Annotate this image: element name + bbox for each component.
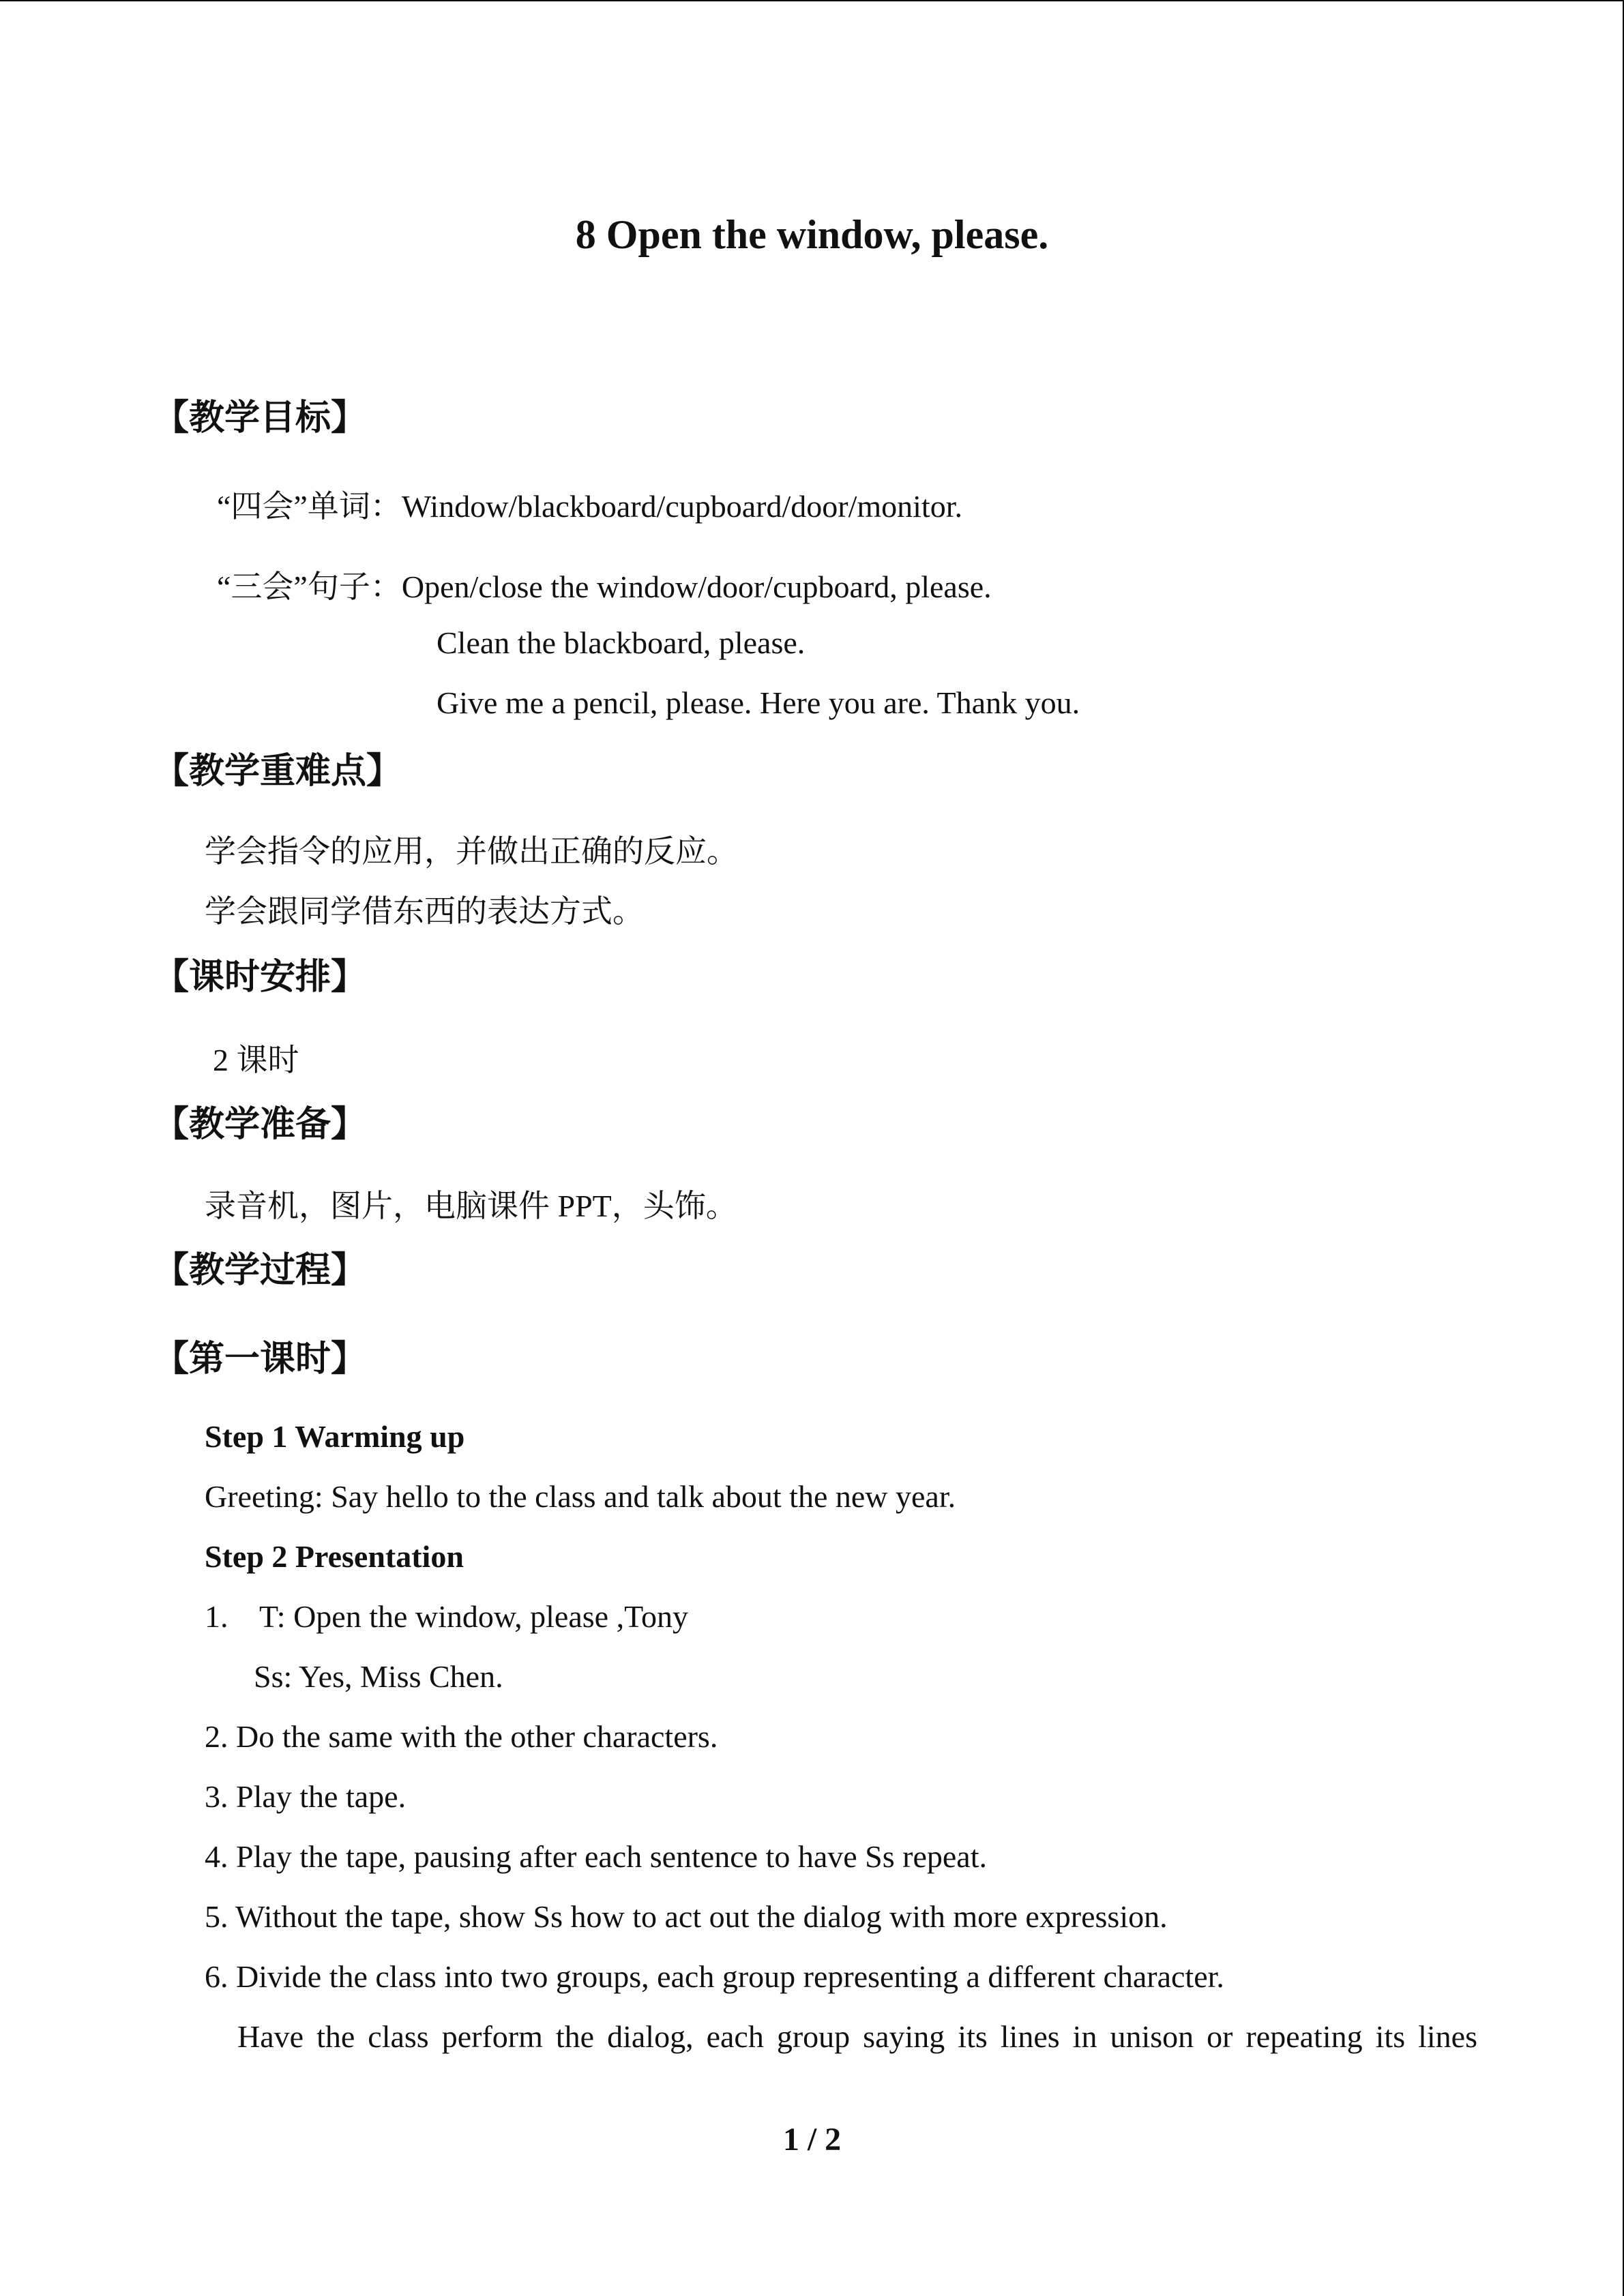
item-6-continued: Have the class perform the dialog, each group saying its lines in unison or repeating its lines xyxy=(237,2019,1477,2054)
schedule-text: 2 课时 xyxy=(213,1043,299,1077)
sentence-3: Give me a pencil, please. Here you are. Thank you. xyxy=(437,685,1080,720)
step1-text: Greeting: Say hello to the class and talk about the new year. xyxy=(205,1479,956,1514)
section-heading-objectives: 【教学目标】 xyxy=(153,398,367,438)
objectives-words-line xyxy=(217,481,962,526)
section-heading-first-lesson: 【第一课时】 xyxy=(153,1339,367,1380)
item-1-number: 1. xyxy=(205,1599,228,1634)
step2-title: Step 2 Presentation xyxy=(205,1539,464,1574)
key-point-1: 学会指令的应用，并做出正确的反应。 xyxy=(205,834,738,869)
key-point-2: 学会跟同学借东西的表达方式。 xyxy=(205,894,644,929)
sentences-label: “三会”句子： xyxy=(217,569,402,604)
sentence-1: Open/close the window/door/cupboard, please. xyxy=(401,569,992,604)
item-4: 4. Play the tape, pausing after each sentence to have Ss repeat. xyxy=(205,1839,987,1874)
words-label: “四会”单词： xyxy=(217,489,402,524)
item-1-text: T: Open the window, please ,Tony xyxy=(259,1599,688,1634)
section-heading-process: 【教学过程】 xyxy=(153,1250,367,1291)
page-border-top xyxy=(0,0,1624,1)
item-6: 6. Divide the class into two groups, each group representing a different character. xyxy=(205,1959,1224,1994)
section-heading-preparation: 【教学准备】 xyxy=(153,1104,367,1145)
section-heading-schedule: 【课时安排】 xyxy=(153,957,367,998)
item-3: 3. Play the tape. xyxy=(205,1779,407,1814)
section-heading-key-points: 【教学重难点】 xyxy=(153,751,402,792)
words-text: Window/blackboard/cupboard/door/monitor. xyxy=(401,489,962,524)
preparation-text: 录音机，图片，电脑课件 PPT，头饰。 xyxy=(205,1189,737,1223)
item-1-reply: Ss: Yes, Miss Chen. xyxy=(254,1659,503,1694)
page-number: 1 / 2 xyxy=(782,2121,842,2158)
step1-title: Step 1 Warming up xyxy=(205,1419,465,1454)
item-2: 2. Do the same with the other characters. xyxy=(205,1719,718,1754)
sentence-2: Clean the blackboard, please. xyxy=(437,625,806,660)
page-title: 8 Open the window, please. xyxy=(575,212,1049,257)
objectives-sentences-line xyxy=(217,562,992,607)
item-5: 5. Without the tape, show Ss how to act out the dialog with more expression. xyxy=(205,1899,1168,1934)
